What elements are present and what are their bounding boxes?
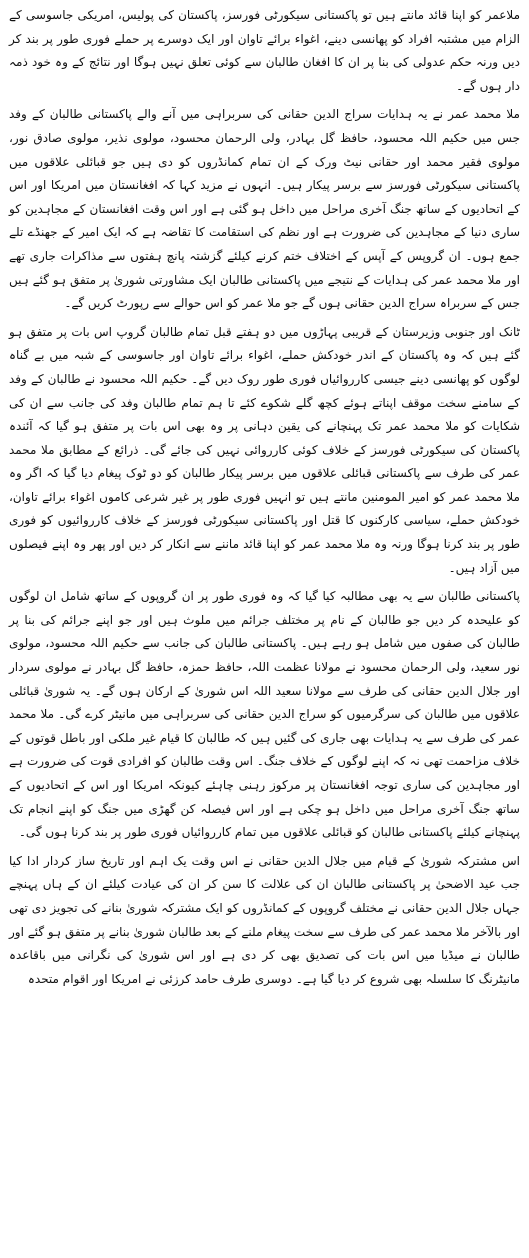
article-paragraph-1: ملاعمر کو اپنا قائد مانتے ہیں تو پاکستانی سیکورٹی فورسز، پاکستان کی پولیس، امریکی جاسوسی کے الزام میں مشتبہ افراد کو پھانسی دینے، اغواء برائے تاوان اور ایک دوسرے پر حملے فوری طور پر بند کر دیں ورنہ حکم عدولی کی بنا پر ان کا افغان طالبان سے کوئی تعلق نہیں ہوگا اور نتائج کے وہ خود ذمہ دار ہوں گے۔ xyxy=(9,8,520,93)
article-paragraph-5: اس مشترکہ شوریٰ کے قیام میں جلال الدین حقانی نے اس وقت یک اہم اور تاریخ ساز کردار ادا کیا جب عید الاضحیٰ پر پاکستانی طالبان ان کی علالت کا سن کر ان کی عیادت کیلئے ان کے ہاں پہنچے جہاں جلال الدین حقانی نے مختلف گروپوں کے کمانڈروں کو ایک مشترکہ شوریٰ بنانے کی تجویز دی تھی اور بالآخر ملا محمد عمر کی طرف سے سخت پیغام ملنے کے بعد طالبان شوریٰ بنانے پر متفق ہو گئے اور طالبان نے میڈیا میں اس بات کی تصدیق بھی کر دی ہے اور اس شوریٰ کی نگرانی میں باقاعدہ مانیٹرنگ کا سلسلہ بھی شروع کر دیا گیا ہے۔ دوسری طرف حامد کرزئی نے امریکا اور اقوام متحدہ xyxy=(9,853,520,986)
article-paragraph-3: ٹانک اور جنوبی وزیرستان کے قریبی پہاڑوں میں دو ہفتے قبل تمام طالبان گروپ اس بات پر متفق ہو گئے ہیں کہ وہ پاکستان کے اندر خودکش حملے، اغواء برائے تاوان اور جاسوسی کے شبہ میں بے گناہ لوگوں کو پھانسی دینے جیسی کارروائیاں فوری طور روک دیں گے۔ حکیم اللہ محسود نے طالبان کے وفد کے سامنے سخت موقف اپناتے ہوئے کچھ گلے شکوے کئے تا ہم تمام طالبان وفد کی جانب سے ان کی شکایات کو ملا محمد عمر تک پہنچانے کی یقین دہانی پر وہ بھی اس بات پر متفق ہو گیا کہ آئندہ پاکستان کی سیکورٹی فورسز کے خلاف کوئی کارروائی نہیں کی جائے گی۔ ذرائع کے مطابق ملا محمد عمر کی طرف سے پاکستانی قبائلی علاقوں میں برسر پیکار طالبان کو دو ٹوک پیغام دیا گیا کہ اگر وہ ملا محمد عمر کو امیر المومنین مانتے ہیں تو انہیں فوری طور پر غیر شرعی کاموں اغواء برائے تاوان، خودکش حملے، سیاسی کارکنوں کا قتل اور پاکستانی سیکورٹی فورسز کے خلاف کارروائیوں کو فوری طور پر بند کرنا ہوگا ورنہ وہ ملا محمد عمر کو اپنا قائد ماننے سے انکار کر دیں اور پھر وہ اپنے فیصلوں میں آزاد ہیں۔ xyxy=(9,324,520,575)
article-paragraph-4: پاکستانی طالبان سے یہ بھی مطالبہ کیا گیا کہ وہ فوری طور پر ان گروپوں کے ساتھ شامل ان لوگوں کو علیحدہ کر دیں جو طالبان کے نام پر مختلف جرائم میں ملوث ہیں اور جو اپنے جرائم کی بنا پر طالبان کی صفوں میں شامل ہو رہے ہیں۔ پاکستانی طالبان کی جانب سے حکیم اللہ محسود، مولوی نور سعید، ولی الرحمان محسود نے مولانا عظمت اللہ، حافظ حمزہ، حافظ گل بہادر نے مولوی سردار اور جلال الدین حقانی کی طرف سے مولانا سعید اللہ اس شوریٰ کے ارکان ہوں گے۔ یہ شوریٰ قبائلی علاقوں میں طالبان کی سرگرمیوں کو سراج الدین حقانی کی سربراہی میں مانیٹر کرے گی۔ ملا محمد عمر کی طرف سے یہ ہدایات بھی جاری کی گئیں ہیں کہ طالبان کا قیام غیر ملکی اور باطل قوتوں کے خلاف مزاحمت تھی نہ کہ اپنے لوگوں کے خلاف جنگ۔ اس وقت طالبان کو افرادی قوت کی ضرورت ہے اور مجاہدین کی ساری توجہ افغانستان پر مرکوز رہنی چاہئے کیونکہ امریکا اور اس کے اتحادیوں کے ساتھ جنگ آخری مراحل میں داخل ہو چکی ہے اور اس فیصلہ کن گھڑی میں جنگ کو اپنے انجام تک پہنچانے کیلئے پاکستانی طالبان کو قبائلی علاقوں میں تمام کارروائیاں فوری طور پر بند کرنا ہوں گی۔ xyxy=(9,589,520,840)
article-paragraph-2: ملا محمد عمر نے یہ ہدایات سراج الدین حقانی کی سربراہی میں آنے والے پاکستانی طالبان کے وفد جس میں حکیم اللہ محسود، حافظ گل بہادر، ولی الرحمان محسود، مولوی نذیر، مولوی صادق نور، مولوی فقیر محمد اور حقانی نیٹ ورک کے ان تمام کمانڈروں کو دی ہیں جو قبائلی علاقوں میں پاکستانی سیکورٹی فورسز سے برسر پیکار ہیں۔ انہوں نے مزید کہا کہ افغانستان میں امریکا اور اس کے اتحادیوں کے ساتھ جنگ آخری مراحل میں داخل ہو گئی ہے اور اس وقت افغانستان کے مجاہدین کو ساری دنیا کے مجاہدین کی ضرورت ہے اور نظم کی استقامت کا تقاضہ ہے کہ ایک امیر کے جھنڈے تلے جمع ہوں۔ ان گروپس کے آپس کے اختلاف ختم کرنے کیلئے گزشتہ پانچ ہفتوں سے مذاکرات جاری تھے اور ملا محمد عمر کی ہدایات کے نتیجے میں پاکستانی طالبان ایک مشاورتی شوریٰ پر متفق ہو گئے ہیں جس کے سربراہ سراج الدین حقانی ہوں گے جو ملا عمر کو اس حوالے سے رپورٹ کریں گے۔ xyxy=(9,107,520,311)
